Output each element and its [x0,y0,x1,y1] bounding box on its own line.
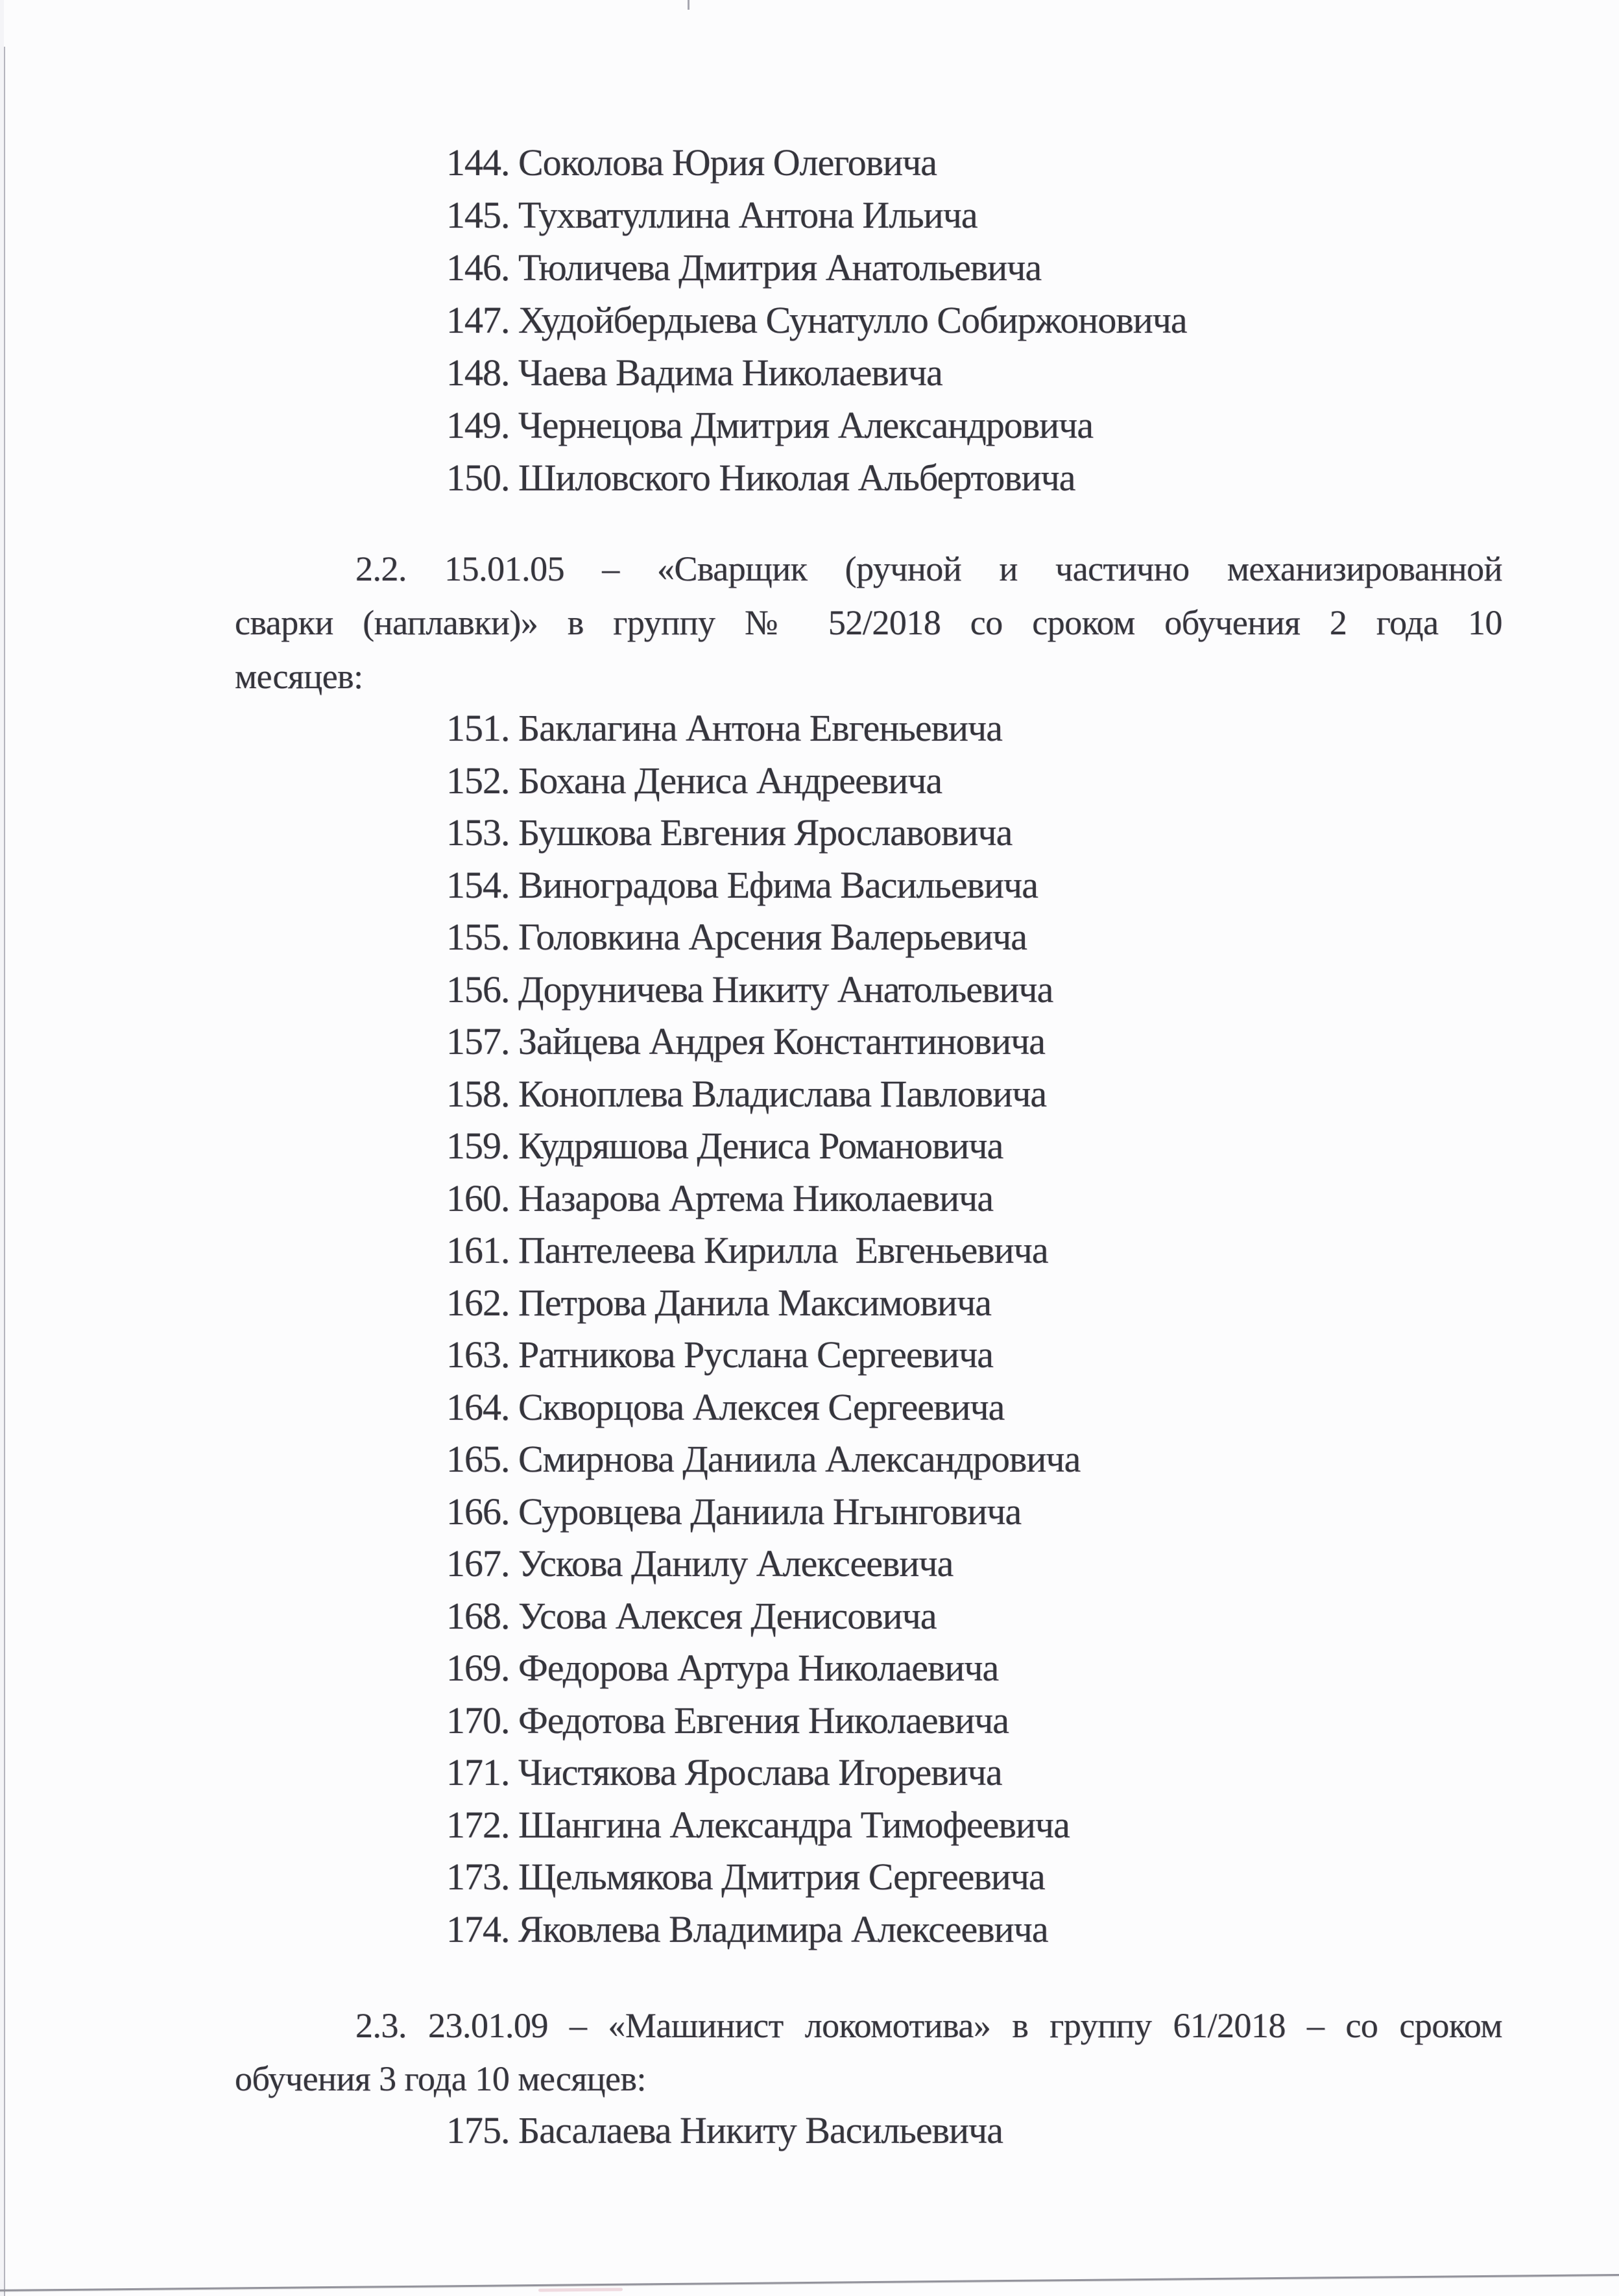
list-item: 144. Соколова Юрия Олеговича [446,141,937,184]
paragraph-line: обучения 3 года 10 месяцев: [235,2059,647,2098]
student-list-151-174 [446,702,1080,1955]
paragraph-2-3 [235,1999,1502,2105]
list-item: 168. Усова Алексея Денисовича [446,1594,937,1637]
list-item: 152. Бохана Дениса Андреевича [446,759,942,802]
list-item: 166. Суровцева Даниила Нгынговича [446,1490,1022,1533]
list-item: 172. Шангина Александра Тимофеевича [446,1803,1070,1846]
list-item: 162. Петрова Данила Максимовича [446,1281,991,1324]
paragraph-2-2 [235,542,1502,704]
paragraph-line: 2.3. 23.01.09 – «Машинист локомотива» в группу 61/2018 – со сроком [355,2006,1502,2045]
scan-bottom-smudge [538,2288,623,2291]
paragraph-line: сварки (наплавки)» в группу № 52/2018 со сроком обучения 2 года 10 [235,603,1502,642]
student-list-175 [446,2104,1003,2157]
list-item: 145. Тухватуллина Антона Ильича [446,194,977,236]
list-item: 157. Зайцева Андрея Константиновича [446,1020,1046,1062]
list-item: 154. Виноградова Ефима Васильевича [446,863,1038,906]
list-item: 164. Скворцова Алексея Сергеевича [446,1385,1005,1428]
list-item: 163. Ратникова Руслана Сергеевича [446,1333,993,1376]
list-item: 171. Чистякова Ярослава Игоревича [446,1751,1002,1793]
paragraph-line: месяцев: [235,657,363,696]
list-item: 151. Баклагина Антона Евгеньевича [446,707,1002,749]
list-item: 161. Пантелеева Кирилла Евгеньевича [446,1229,1048,1271]
list-item: 160. Назарова Артема Николаевича [446,1177,994,1219]
list-item: 149. Чернецова Дмитрия Александровича [446,404,1094,446]
list-item: 170. Федотова Евгения Николаевича [446,1699,1009,1741]
scan-bottom-paper-edge-line [0,2274,1619,2291]
list-item: 174. Яковлева Владимира Алексеевича [446,1907,1048,1950]
list-item: 158. Коноплева Владислава Павловича [446,1072,1047,1115]
paragraph-line: 2.2. 15.01.05 – «Сварщик (ручной и частично механизированной [355,549,1502,588]
list-item: 169. Федорова Артура Николаевича [446,1647,999,1689]
list-item: 155. Головкина Арсения Валерьевича [446,916,1027,958]
list-item: 173. Щельмякова Дмитрия Сергеевича [446,1856,1045,1898]
list-item: 156. Доруничева Никиту Анатольевича [446,968,1053,1010]
student-list-144-150 [446,136,1187,504]
list-item: 153. Бушкова Евгения Ярославовича [446,811,1013,854]
list-item: 165. Смирнова Даниила Александровича [446,1438,1081,1480]
list-item: 159. Кудряшова Дениса Романовича [446,1125,1003,1167]
list-item: 150. Шиловского Николая Альбертовича [446,457,1075,499]
scan-top-artifact-line [688,0,690,10]
list-item: 148. Чаева Вадима Николаевича [446,352,942,394]
scan-left-edge-line [4,47,5,2296]
list-item: 147. Худойбердыева Сунатулло Собиржоновича [446,299,1187,341]
list-item: 167. Ускова Данилу Алексеевича [446,1542,953,1584]
list-item: 175. Басалаева Никиту Васильевича [446,2109,1003,2151]
list-item: 146. Тюличева Дмитрия Анатольевича [446,246,1042,289]
